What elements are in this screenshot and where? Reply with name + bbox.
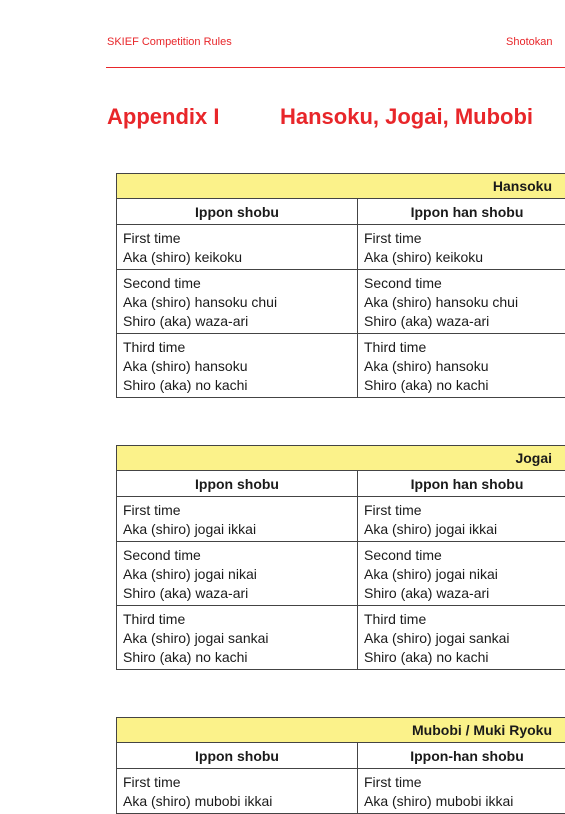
cell-line: Aka (shiro) mubobi ikkai	[123, 792, 357, 811]
cell-line: Aka (shiro) jogai nikai	[123, 565, 357, 584]
cell-line: First time	[364, 229, 565, 248]
cell-line: Second time	[123, 274, 357, 293]
table-cell	[358, 334, 565, 398]
header-rule	[106, 67, 565, 68]
cell-line: Shiro (aka) waza-ari	[364, 584, 565, 603]
table-cell	[117, 270, 358, 334]
table-cell	[358, 497, 565, 542]
table-cell	[358, 225, 565, 270]
cell-line: Shiro (aka) no kachi	[123, 376, 357, 395]
column-header: Ippon shobu	[117, 743, 358, 769]
column-header: Ippon shobu	[117, 199, 358, 225]
cell-line: Aka (shiro) jogai sankai	[123, 629, 357, 648]
cell-line: Aka (shiro) jogai ikkai	[123, 520, 357, 539]
cell-line: Second time	[364, 546, 565, 565]
table-title: Hansoku	[117, 174, 565, 199]
appendix-title: Hansoku, Jogai, Mubobi	[280, 104, 533, 130]
table-row	[117, 606, 565, 670]
cell-line: Shiro (aka) no kachi	[364, 376, 565, 395]
cell-line: Third time	[364, 338, 565, 357]
table-cell	[358, 542, 565, 606]
cell-line: Shiro (aka) waza-ari	[123, 584, 357, 603]
column-header: Ippon shobu	[117, 471, 358, 497]
table-cell	[358, 769, 565, 814]
table-cell	[117, 769, 358, 814]
table-cell	[358, 606, 565, 670]
cell-line: First time	[123, 501, 357, 520]
cell-line: Shiro (aka) no kachi	[123, 648, 357, 667]
mubobi-table	[116, 717, 565, 814]
cell-line: Second time	[364, 274, 565, 293]
cell-line: Shiro (aka) waza-ari	[364, 312, 565, 331]
cell-line: Third time	[364, 610, 565, 629]
cell-line: Third time	[123, 610, 357, 629]
cell-line: Third time	[123, 338, 357, 357]
table-cell	[358, 270, 565, 334]
cell-line: Aka (shiro) hansoku chui	[364, 293, 565, 312]
table-row	[117, 334, 565, 398]
cell-line: Aka (shiro) keikoku	[364, 248, 565, 267]
cell-line: First time	[123, 773, 357, 792]
cell-line: Second time	[123, 546, 357, 565]
column-header: Ippon han shobu	[358, 199, 565, 225]
cell-line: Aka (shiro) keikoku	[123, 248, 357, 267]
cell-line: Aka (shiro) jogai ikkai	[364, 520, 565, 539]
table-cell	[117, 497, 358, 542]
cell-line: Shiro (aka) waza-ari	[123, 312, 357, 331]
cell-line: Aka (shiro) hansoku	[364, 357, 565, 376]
running-header-right: Shotokan	[506, 36, 552, 48]
running-header-left: SKIEF Competition Rules	[107, 36, 232, 48]
cell-line: Aka (shiro) jogai sankai	[364, 629, 565, 648]
column-header: Ippon-han shobu	[358, 743, 565, 769]
cell-line: Aka (shiro) jogai nikai	[364, 565, 565, 584]
table-row	[117, 270, 565, 334]
table-cell	[117, 334, 358, 398]
table-cell	[117, 542, 358, 606]
cell-line: Aka (shiro) hansoku	[123, 357, 357, 376]
cell-line: First time	[123, 229, 357, 248]
column-header: Ippon han shobu	[358, 471, 565, 497]
hansoku-table	[116, 173, 565, 398]
table-title: Mubobi / Muki Ryoku	[117, 718, 565, 743]
jogai-table	[116, 445, 565, 670]
table-title: Jogai	[117, 446, 565, 471]
table-row	[117, 497, 565, 542]
appendix-label: Appendix I	[107, 104, 219, 130]
table-row	[117, 542, 565, 606]
table-cell	[117, 606, 358, 670]
table-row	[117, 769, 565, 814]
cell-line: First time	[364, 773, 565, 792]
cell-line: Aka (shiro) hansoku chui	[123, 293, 357, 312]
table-row	[117, 225, 565, 270]
table-cell	[117, 225, 358, 270]
cell-line: First time	[364, 501, 565, 520]
cell-line: Aka (shiro) mubobi ikkai	[364, 792, 565, 811]
cell-line: Shiro (aka) no kachi	[364, 648, 565, 667]
